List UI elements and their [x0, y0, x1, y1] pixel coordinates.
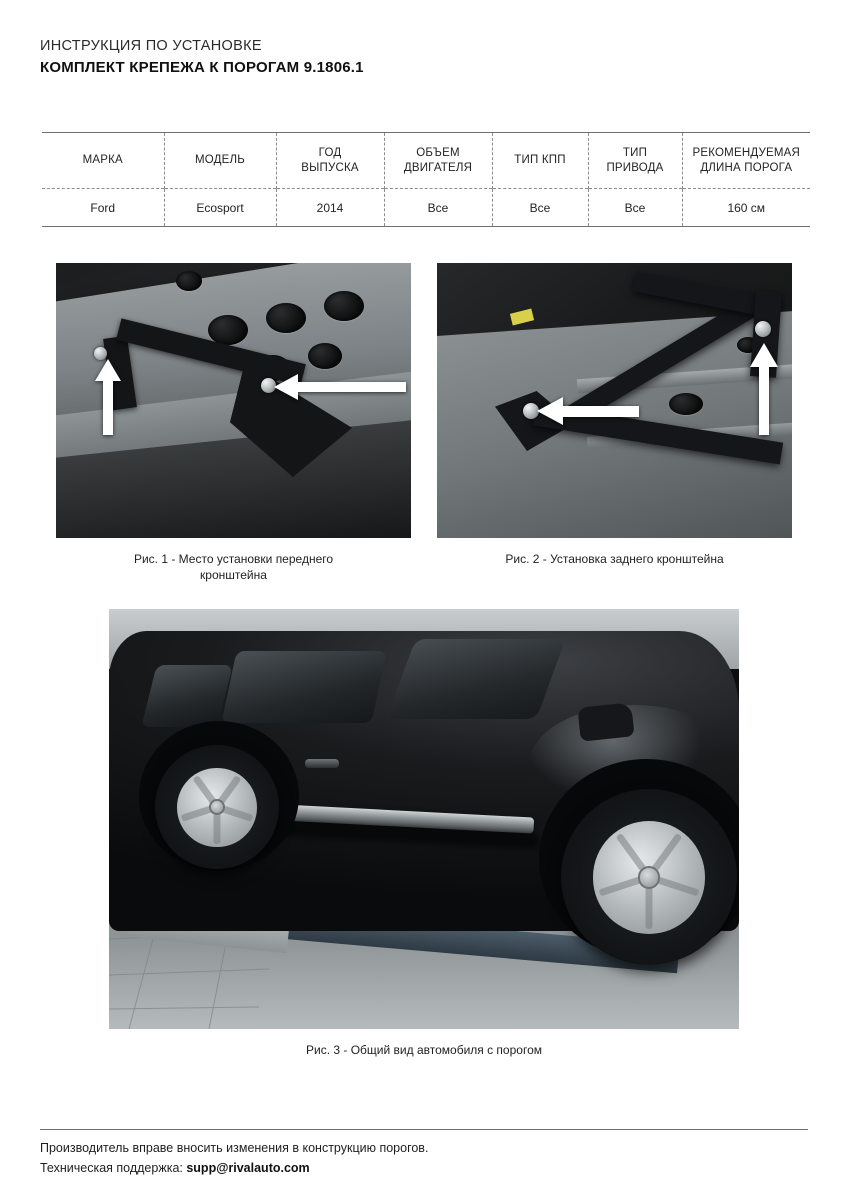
- sill-hole: [176, 271, 202, 291]
- column-header-drive-type-l2: ПРИВОДА: [606, 161, 664, 174]
- column-header-drive-type-l1: ТИП: [622, 147, 648, 160]
- figure-3-caption-line1: Рис. 3 - Общий вид автомобиля с порогом: [306, 1043, 542, 1058]
- spec-table-wrapper: [40, 132, 808, 227]
- sill-hole: [324, 291, 364, 321]
- footer-divider: [40, 1129, 808, 1130]
- figure-1-photo: [56, 263, 411, 538]
- cell-year: 2014: [276, 189, 384, 227]
- arrow-left-icon: [537, 396, 639, 426]
- figure-1-caption-line2: кронштейна: [200, 568, 267, 583]
- floor-hole: [669, 393, 703, 415]
- footer-support: [40, 1159, 808, 1178]
- cell-model: Ecosport: [164, 189, 276, 227]
- table-row: [42, 189, 810, 227]
- sill-hole: [308, 343, 342, 369]
- sill-hole: [266, 303, 306, 333]
- document-header: [40, 38, 808, 76]
- column-header-engine-volume-l1: ОБЪЕМ: [416, 147, 460, 160]
- figure-3: [109, 609, 739, 1058]
- cell-drive-type: Все: [588, 189, 682, 227]
- column-header-recommended-length: [682, 133, 810, 189]
- column-header-transmission: [492, 133, 588, 189]
- column-header-year-l1: ГОД: [318, 147, 342, 160]
- document-footer: [40, 1129, 808, 1178]
- spec-table-body: [42, 189, 810, 227]
- front-wheel: [561, 789, 737, 965]
- figures-row: [40, 263, 808, 583]
- arrow-up-icon: [94, 359, 122, 435]
- arrow-up-icon: [749, 343, 779, 435]
- column-header-transmission-l1: ТИП КПП: [514, 154, 566, 167]
- cell-marka: Ford: [90, 200, 116, 215]
- cell-transmission: Все: [492, 189, 588, 227]
- figure-3-caption: [109, 1042, 739, 1058]
- cell-recommended-length: 160 см: [682, 189, 810, 227]
- rear-wheel-rim: [177, 768, 256, 847]
- front-wheel-hub: [638, 866, 661, 889]
- figure-2-photo: [437, 263, 792, 538]
- mirror: [577, 703, 634, 742]
- support-email-link[interactable]: supp@rivalauto.com: [186, 1160, 310, 1175]
- arrow-left-icon: [274, 373, 406, 401]
- instruction-label: ИНСТРУКЦИЯ ПО УСТАНОВКЕ: [40, 38, 262, 54]
- spec-table-head: [42, 133, 810, 189]
- figure-3-photo: [109, 609, 739, 1029]
- column-header-recommended-length-l1: РЕКОМЕНДУЕМАЯ: [692, 147, 800, 160]
- column-header-engine-volume-l2: ДВИГАТЕЛЯ: [403, 161, 473, 174]
- footer-disclaimer: Производитель вправе вносить изменения в конструкцию порогов.: [40, 1141, 429, 1156]
- mounting-bolt: [755, 321, 771, 337]
- side-window-rear: [141, 665, 232, 727]
- cell-engine-volume: Все: [384, 189, 492, 227]
- front-wheel-rim: [593, 821, 706, 934]
- column-header-drive-type: [588, 133, 682, 189]
- vehicle-spec-table: [42, 132, 810, 227]
- figure-2-caption: [437, 551, 792, 567]
- side-window-front: [221, 651, 386, 723]
- windshield: [386, 639, 565, 719]
- column-header-marka-l1: МАРКА: [82, 154, 123, 167]
- rear-wheel-hub: [209, 799, 225, 815]
- figure-2-caption-line1: Рис. 2 - Установка заднего кронштейна: [505, 552, 724, 566]
- column-header-year-l2: ВЫПУСКА: [301, 161, 359, 174]
- figure-1-caption-line1: Рис. 1 - Место установки переднего: [133, 552, 334, 566]
- figure-2: [437, 263, 792, 583]
- figure-1: [56, 263, 411, 583]
- page-title: КОМПЛЕКТ КРЕПЕЖА К ПОРОГАМ 9.1806.1: [40, 59, 364, 76]
- footer-support-label: Техническая поддержка:: [40, 1160, 187, 1175]
- table-header-row: [42, 133, 810, 189]
- door-handle: [305, 759, 339, 768]
- column-header-model: [164, 133, 276, 189]
- figure-1-caption: [56, 551, 411, 583]
- column-header-model-l1: МОДЕЛЬ: [194, 154, 246, 167]
- column-header-engine-volume: [384, 133, 492, 189]
- column-header-recommended-length-l2: ДЛИНА ПОРОГА: [700, 161, 793, 174]
- column-header-year: [276, 133, 384, 189]
- column-header-marka: [42, 133, 164, 189]
- rear-wheel: [155, 745, 279, 869]
